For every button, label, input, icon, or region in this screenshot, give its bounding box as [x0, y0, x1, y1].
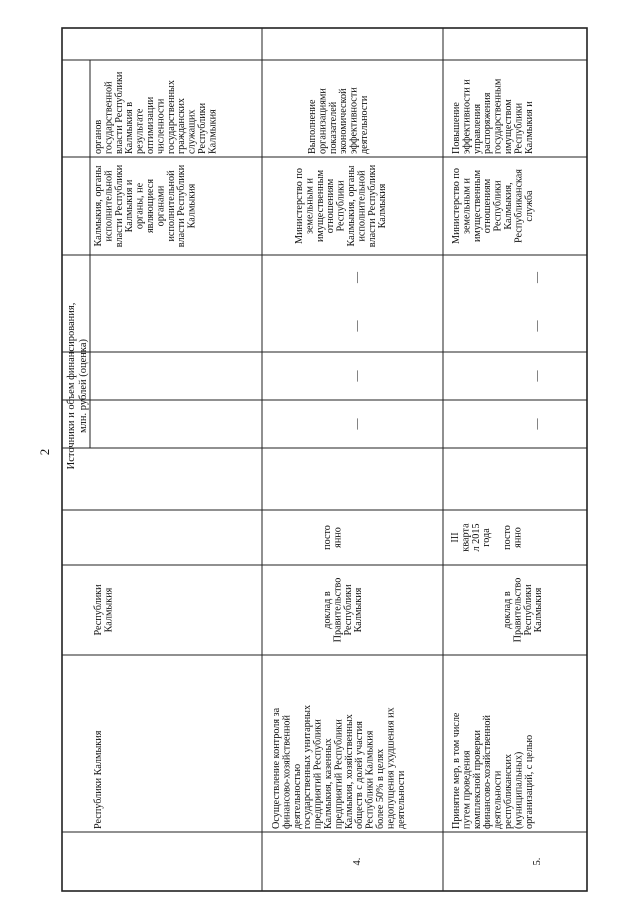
measure-line: Принятие мер, в том числе — [451, 712, 462, 829]
measure-line: обществ с долей участия — [354, 721, 366, 829]
result-line: Выполнение — [307, 99, 318, 154]
form-line: Калмыкия — [533, 587, 545, 633]
result-line: Калмыкия и — [523, 101, 535, 154]
form-line: Правительство — [512, 577, 524, 643]
executors-line: Республики — [335, 180, 347, 232]
result-line: гражданских — [176, 97, 188, 154]
form-line: Республики — [93, 584, 104, 636]
deadline-line: янно — [512, 527, 524, 548]
form-line: доклад в — [502, 591, 513, 629]
result-line: распоряжения — [482, 92, 494, 154]
executors-line: Республики — [492, 180, 504, 232]
financing-value: — — [351, 272, 363, 283]
measure-line: Калмыкия, хозяйственных — [343, 714, 355, 829]
financing-value: — — [351, 320, 363, 332]
result-line: служащих — [186, 109, 198, 154]
measure-line: государственных унитарных — [302, 704, 314, 829]
number-line: 5. — [532, 857, 543, 866]
result-line: численности — [155, 98, 167, 154]
measure-line: деятельности — [492, 770, 504, 829]
result-line: показателей — [327, 101, 339, 154]
measure-line: Осуществление контроля за — [271, 707, 282, 829]
measure-line: (муниципальных) — [513, 751, 525, 829]
result-line: управления — [471, 103, 483, 154]
deadline-line: л 2015 — [470, 523, 482, 552]
result-line: Повышение — [451, 102, 462, 154]
executors-line: земельным и — [304, 178, 316, 234]
page-number: 2 — [37, 448, 52, 456]
form-line: Калмыкия — [353, 587, 365, 633]
measure-line: Республики Калмыкия — [93, 730, 104, 829]
deadline-line: III — [450, 532, 461, 543]
deadline-line: года — [481, 528, 493, 547]
executors-line: Калмыкия, органы — [346, 165, 357, 247]
executors-line: Министерство по — [294, 168, 305, 244]
executors-line: органами — [155, 185, 167, 227]
executors-line: имущественным — [314, 169, 326, 243]
measure-line: Республики Калмыкия — [364, 730, 376, 829]
executors-line: Калмыкия — [377, 183, 389, 229]
executors-line: Калмыкия, органы — [93, 165, 104, 247]
measure-line: недопущения ухудшения их — [385, 707, 397, 829]
form-line: Калмыкия — [103, 587, 115, 633]
result-line: органов — [93, 119, 104, 154]
form-line: Республики — [522, 584, 534, 636]
form-line: доклад в — [322, 591, 333, 629]
financing-value: — — [531, 272, 543, 283]
result-line: оптимизации — [145, 96, 156, 154]
result-line: эффективности — [348, 87, 360, 154]
result-line: государственных — [165, 80, 177, 154]
executors-line: Калмыкия, — [503, 182, 514, 230]
result-line: деятельности — [359, 95, 370, 154]
financing-value: — — [351, 418, 363, 430]
executors-line: власти Республики — [113, 164, 125, 248]
table-cells — [93, 71, 544, 865]
result-line: организациями — [317, 88, 329, 154]
executors-line: имущественным — [471, 169, 483, 243]
result-line: Калмыкия в — [124, 101, 136, 154]
measure-line: путем проведения — [461, 750, 473, 829]
result-line: власти Республики — [113, 71, 125, 154]
measure-line: деятельности — [395, 770, 407, 829]
executors-line: земельным и — [461, 178, 473, 234]
executors-line: Калмыкия — [186, 183, 198, 229]
number-line: 4. — [352, 857, 363, 866]
measure-line: финансово-хозяйственной — [281, 715, 293, 829]
result-line: государственной — [103, 81, 115, 154]
executors-line: служба — [523, 190, 535, 222]
result-line: эффективности и — [461, 79, 473, 154]
executors-line: исполнительной — [165, 170, 177, 242]
form-line: Республики — [342, 584, 354, 636]
executors-line: власти Республики — [176, 164, 188, 248]
executors-line: власти Республики — [366, 164, 378, 248]
result-line: результате — [134, 108, 146, 154]
financing-header-line1: Источники и объем финансирования, — [66, 302, 77, 470]
result-line: Республики — [513, 102, 525, 154]
executors-line: являющиеся — [145, 178, 156, 234]
measure-line: предприятий Республики — [312, 719, 324, 829]
executors-line: исполнительной — [103, 170, 115, 242]
result-line: Калмыкия — [207, 109, 219, 154]
measure-line: республиканских — [503, 753, 514, 829]
executors-line: органы, не — [134, 182, 146, 230]
measure-line: организаций, с целью — [523, 734, 535, 829]
measure-line: комплексной проверки — [471, 729, 483, 829]
financing-value: — — [531, 320, 543, 332]
executors-line: Калмыкия и — [124, 179, 136, 233]
financing-header-line2: млн. рублей (оценка) — [78, 339, 89, 433]
deadline-line: янно — [332, 527, 344, 548]
financing-value: — — [531, 418, 543, 430]
deadline-line: посто — [502, 525, 513, 550]
deadline-line: кварта — [460, 523, 472, 552]
financing-value: — — [531, 370, 543, 382]
executors-line: отношениям — [482, 178, 494, 234]
result-line: экономической — [338, 88, 350, 154]
executors-line: отношениям — [325, 178, 337, 234]
executors-line: Министерство по — [451, 168, 462, 244]
measure-line: предприятий Республики — [333, 719, 345, 829]
result-line: Республики — [197, 102, 208, 154]
measure-line: финансово-хозяйственной — [482, 715, 494, 829]
deadline-line: посто — [322, 525, 333, 550]
executors-line: исполнительной — [356, 170, 368, 242]
executors-line: Республиканская — [513, 169, 525, 243]
result-line: государственным — [492, 78, 504, 154]
financing-value: — — [351, 370, 363, 382]
measure-line: деятельностью — [291, 763, 303, 829]
measure-line: более 50% в целях — [375, 748, 386, 829]
measure-line: Калмыкия, казенных — [323, 738, 334, 829]
result-line: имуществом — [503, 99, 514, 154]
form-line: Правительство — [332, 577, 344, 643]
